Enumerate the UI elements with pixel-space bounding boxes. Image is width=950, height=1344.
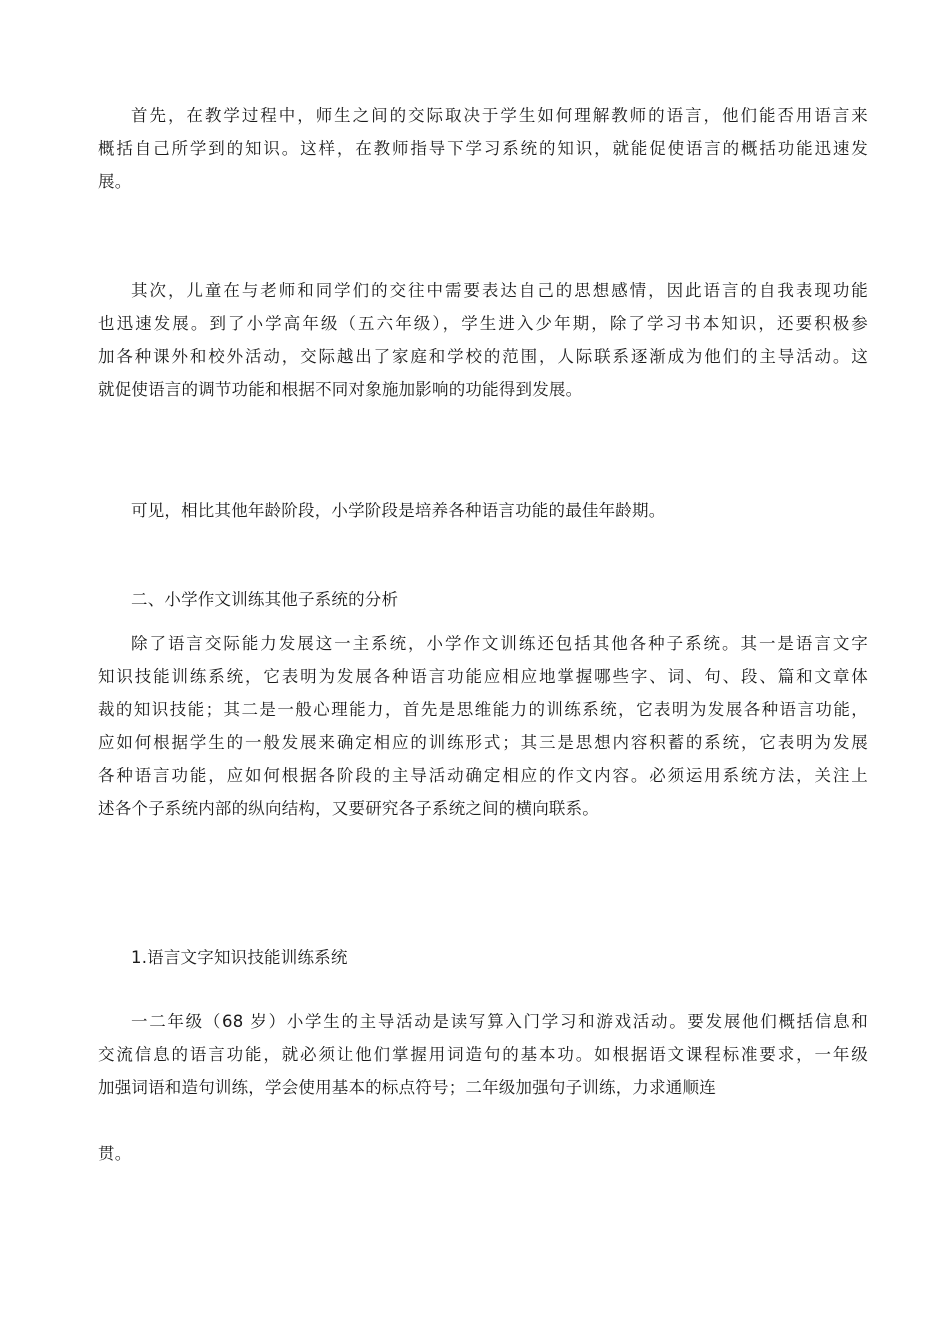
paragraph-line: 其次，儿童在与老师和同学们的交往中需要表达自己的思想感情，因此语言的自我表现功能	[131, 281, 868, 300]
paragraph-line: 也迅速发展。到了小学高年级（五六年级），学生进入少年期，除了学习书本知识，还要积极参	[98, 314, 868, 333]
paragraph-line: 展。	[98, 172, 132, 191]
paragraph-line: 交流信息的语言功能，就必须让他们掌握用词造句的基本功。如根据语文课程标准要求，一年级	[98, 1045, 868, 1064]
paragraph-line: 应如何根据学生的一般发展来确定相应的训练形式；其三是思想内容积蓄的系统，它表明为发展	[98, 733, 868, 752]
paragraph-line: 各种语言功能，应如何根据各阶段的主导活动确定相应的作文内容。必须运用系统方法，关注上	[98, 766, 868, 785]
paragraph-3	[98, 494, 868, 527]
paragraph-line: 除了语言交际能力发展这一主系统，小学作文训练还包括其他各种子系统。其一是语言文字	[131, 634, 868, 653]
paragraph-line: 首先，在教学过程中，师生之间的交际取决于学生如何理解教师的语言，他们能否用语言来	[131, 106, 868, 125]
paragraph-line: 知识技能训练系统，它表明为发展各种语言功能应相应地掌握哪些字、词、句、段、篇和文章体	[98, 667, 868, 686]
paragraph-line: 一二年级（68 岁）小学生的主导活动是读写算入门学习和游戏活动。要发展他们概括信息和	[131, 1012, 868, 1031]
paragraph-continuation	[98, 1137, 868, 1170]
paragraph-line: 述各个子系统内部的纵向结构，又要研究各子系统之间的横向联系。	[98, 799, 599, 818]
paragraph-5	[98, 1005, 868, 1104]
paragraph-2	[98, 274, 868, 406]
subsection-heading-text: 1.语言文字知识技能训练系统	[131, 948, 348, 967]
paragraph-1	[98, 99, 868, 198]
section-heading	[98, 583, 868, 616]
section-heading-text: 二、小学作文训练其他子系统的分析	[131, 590, 399, 609]
paragraph-line: 贯。	[98, 1144, 132, 1163]
paragraph-line: 裁的知识技能；其二是一般心理能力，首先是思维能力的训练系统，它表明为发展各种语言功能，	[98, 700, 868, 719]
paragraph-line: 就促使语言的调节功能和根据不同对象施加影响的功能得到发展。	[98, 380, 583, 399]
paragraph-line: 概括自己所学到的知识。这样，在教师指导下学习系统的知识，就能促使语言的概括功能迅速发	[98, 139, 868, 158]
paragraph-line: 加强词语和造句训练，学会使用基本的标点符号；二年级加强句子训练，力求通顺连	[98, 1078, 716, 1097]
paragraph-line: 加各种课外和校外活动，交际越出了家庭和学校的范围，人际联系逐渐成为他们的主导活动。这	[98, 347, 868, 366]
paragraph-4	[98, 627, 868, 825]
subsection-heading	[98, 941, 868, 974]
paragraph-line: 可见，相比其他年龄阶段，小学阶段是培养各种语言功能的最佳年龄期。	[131, 501, 666, 520]
